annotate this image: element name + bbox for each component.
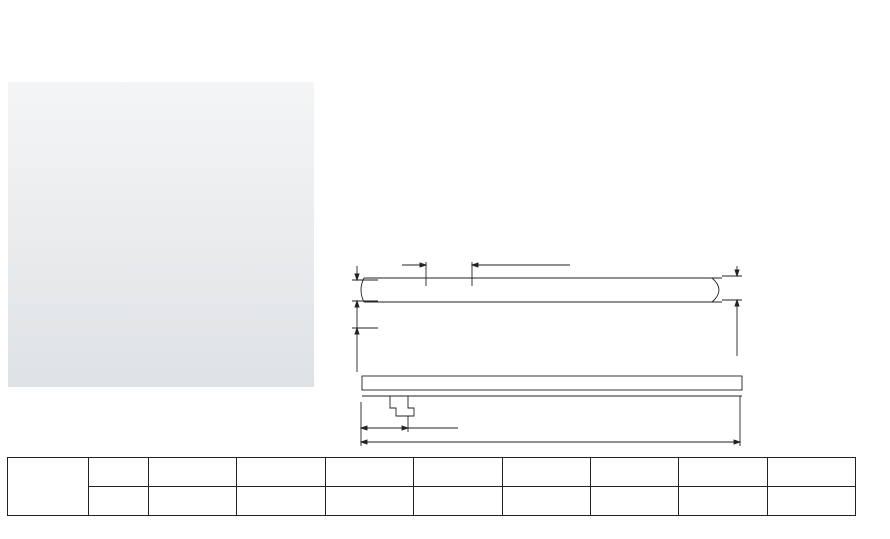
drawing-svg xyxy=(330,236,750,452)
guide-dimension xyxy=(361,396,740,446)
mm-value xyxy=(325,458,413,487)
mm-value xyxy=(414,458,502,487)
width-row-mm xyxy=(8,458,856,487)
inch-value xyxy=(149,487,237,516)
belt-photo xyxy=(8,82,314,387)
belt-side-view xyxy=(361,278,722,302)
technical-drawing xyxy=(330,236,750,452)
pitch-dimension xyxy=(402,262,570,286)
mm-value xyxy=(767,458,855,487)
inch-value xyxy=(237,487,325,516)
mm-value xyxy=(149,458,237,487)
inch-value xyxy=(502,487,590,516)
mm-value xyxy=(590,458,678,487)
width-header-cell xyxy=(8,458,89,516)
mm-value xyxy=(502,458,590,487)
inch-value xyxy=(325,487,413,516)
unit-mm xyxy=(89,458,149,487)
belt-top-view xyxy=(362,376,742,396)
inch-value xyxy=(679,487,767,516)
width-row-inch xyxy=(8,487,856,516)
mm-value xyxy=(237,458,325,487)
unit-inch xyxy=(89,487,149,516)
inch-value xyxy=(590,487,678,516)
side-dimension xyxy=(722,266,742,356)
inch-value xyxy=(767,487,855,516)
height-dimensions xyxy=(352,266,378,372)
belt-illustration xyxy=(8,82,314,387)
width-table xyxy=(7,457,856,516)
inch-value xyxy=(414,487,502,516)
mm-value xyxy=(679,458,767,487)
